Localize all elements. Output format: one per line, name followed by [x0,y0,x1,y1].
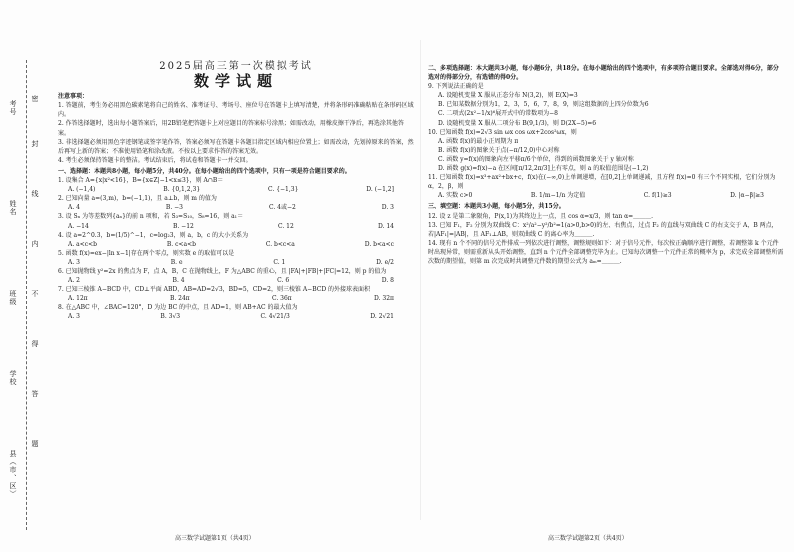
question-7 [58,285,414,303]
field-label-school: 学校 [9,370,17,386]
option: A. 3 [68,313,80,321]
page-footer-right: 高三数学试题第2页（共4页） [548,535,628,542]
question-stem: 2. 已知向量 a=(3,m)，b=(−1,1)，且 a⊥b，则 m 的值为 [58,195,217,203]
field-label-exam-no: 考号 [9,100,17,116]
option: A. 函数 f(x)的最小正周期为 π [438,137,519,145]
option: C. b<c<a [265,240,295,248]
option: B. 函数 f(x)的图象关于点(−π/12,0)中心对称 [438,146,560,154]
option: A. 4 [68,204,80,212]
option: D. 函数 g(x)=f(x)−a 在区间[π/12,2π/3]上有零点，则 a 的取值范围是(−1,2) [438,165,649,173]
left-column [58,0,414,322]
right-column [428,62,784,266]
option: B. {0,1,2,3} [163,186,201,194]
question-stem: 8. 在△ABC 中，∠BAC=120°，D 为边 BC 的中点，且 AD=1，则 AB+AC 的最大值为 [58,304,298,312]
seal-char: 得 [31,340,39,348]
notice-item: 4. 考生必须保持答题卡的整洁。考试结束后，将试卷和答题卡一并交回。 [58,156,252,164]
option: A. 3 [68,258,80,266]
option: D. |α−β|≥3 [730,192,764,200]
question-10 [428,128,784,173]
notice-heading: 注意事项： [58,93,89,101]
question-9 [428,82,784,127]
option: B. 已知某数据分别为1，2，3，5，6，7，8，9，则这组数据的上四分位数为6 [438,101,649,109]
option: C. f(1)≥3 [643,192,672,200]
question-stem: 11. 已知函数 f(x)=x³+ax²+bx+c，f(x)在(−∞,0)上单调递增，在[0,2]上单调递减，且方程 f(x)=0 有三个不同实根，它们分别为 α，2，β，则 [428,174,776,191]
question-6 [58,267,414,285]
question-stem: 6. 已知抛物线 y²=2x 的焦点为 F，点 A，B，C 在抛物线上，F 为△ABC 的重心，且 |FA|+|FB|+|FC|=12，则 p 的值为 [58,267,387,275]
question-stem: 7. 已知三棱锥 A−BCD 中，CD⊥平面 ABD，AB=AD=2√3，BD=5，CD=2，则三棱锥 A−BCD 的外接球表面积 [58,286,371,294]
question-8 [58,303,414,321]
seal-char: 答 [31,390,39,398]
option: D. 14 [377,222,394,230]
option: B. c<a<b [166,240,196,248]
seal-char: 不 [31,290,39,298]
option: A. (−1,4) [68,186,96,194]
option: D. 2√21 [370,313,394,321]
option: B. 3√3 [160,313,181,321]
option: C. 36π [271,295,292,303]
option: A. 12π [68,295,88,303]
field-label-county: 县（市、区） [9,450,17,498]
seal-line [26,60,27,530]
question-stem: 1. 设集合 A={x|x²<16}，B={x∈Z|−1<x≤3}，则 A∩B＝ [58,177,224,185]
option: D. 32π [373,295,394,303]
option: D. (−1,2] [366,186,394,194]
option: B. e [170,258,183,266]
seal-char: 线 [31,190,39,198]
seal-char: 密 [31,95,39,103]
notice-item: 1. 答题前，考生务必用黑色碳素笔将自己的姓名、准考证号、考场号、座位号在答题卡上填写清楚，并将条形码准确粘贴在条形码区域内。 [58,102,414,119]
option: B. 1/m−1/n 为定值 [530,192,586,200]
question-2 [58,194,414,212]
question-1 [58,176,414,194]
question-12: 12. 设 z 是第二象限角，P(x,1)为其终边上一点，且 cos α=x/3，则 tan α=＿＿＿. [428,212,654,220]
option: A. −14 [68,222,89,230]
question-stem: 5. 函数 f(x)=ex−|ln x−1|存在两个零点，则实数 e 的取值可以是 [58,249,235,257]
option: D. 3 [381,204,394,212]
field-label-class: 班级 [9,290,17,306]
seal-char: 内 [31,240,39,248]
question-stem: 9. 下列说法正确的是 [428,83,484,91]
option: C. 4√21/3 [260,313,290,321]
option: B. −3 [165,204,183,212]
section-three-heading: 三、填空题：本题共3小题，每小题5分，共15分。 [428,203,565,211]
binding-margin [0,0,40,552]
section-two-heading: 二、多项选择题：本大题共3小题，每小题6分，共18分。在每小题给出的四个选项中，有多项符合题目要求。全部选对得6分，部分选对的得部分分，有选错的得0分。 [428,65,779,82]
option: D. e/2 [376,258,394,266]
option: C. 函数 y=f(x)的图象向左平移π/6个单位，得到的函数图象关于 y 轴对称 [438,155,634,163]
option: A. a<c<b [68,240,97,248]
option: D. 设随机变量 X 服从二项分布 B(9,1/3)，则 D(2X−5)=6 [438,119,597,127]
question-stem: 4. 设 a=2^0.3，b=(1/5)^−1，c=log₂3，则 a，b，c 的大小关系为 [58,231,249,239]
field-label-name: 姓名 [9,200,17,216]
question-5 [58,249,414,267]
question-4 [58,231,414,249]
option: D. 8 [381,277,394,285]
question-14: 14. 现有 n 个不同的信号元件排成一列依次进行调整，调整规则如下：对于信号元件，每次按正确顺序进行调整，若调整第 k 个元件时出现异常，则需重新从头开始调整，直到 n 个元件全部调整完毕为止。已知每次调整一个元件正常的概率为 p，求完成全部调整所需次数的期望值，则第 m 次完成时共调整元件数的期望公式为 aₘ=＿＿＿. [428,239,784,265]
option: A. 实数 c>0 [438,192,473,200]
page-footer-left: 高三数学试题第1页（共4页） [175,535,255,542]
notice-item: 3. 非选择题必须用黑色字迹钢笔或签字笔作答，答案必须写在答题卡各题目指定区域内相应位置上；如需改动，先划掉原来的答案，然后再写上新的答案；不准使用铅笔和涂改液。不按以上要求作答的答案无效。 [58,138,414,155]
option: C. 6 [277,277,290,285]
section-one-heading: 一、选择题：本题共8小题，每小题5分，共40分。在每小题给出的四个选项中，只有一项是符合题目要求的。 [58,167,351,175]
option: C. {−1,3} [268,186,299,194]
exam-title: 2025届高三第一次模拟考试 [159,61,313,72]
option: D. b<a<c [364,240,394,248]
option: A. 设随机变量 X 服从正态分布 N(3,2)，则 E(X)=3 [438,92,578,100]
question-13: 13. 已知 F₁，F₂ 分别为双曲线 C：x²/a²−y²/b²=1(a>0,b>0)的左、右焦点，过点 F₂ 的直线与双曲线 C 的右支交于 A，B 两点，若|AF₁|=|AB|，且 AF₁⊥AB，则双曲线 C 的离心率为＿＿＿. [428,221,778,238]
notice-item: 2. 作答选择题时，选出每小题答案后，用2B铅笔把答题卡上对应题目的答案标号涂黑；如需改动，用橡皮擦干净后，再选涂其他答案。 [58,120,404,137]
seal-char: 封 [31,140,39,148]
question-stem: 3. 设 Sₙ 为等差数列{aₙ}的前 n 项和，若 S₃=S₁₀，S₈=16，则 a₁＝ [58,213,244,221]
option: B. 24π [169,295,190,303]
option: C. 二项式(2x²−1/x)⁶展开式中的常数项为−8 [438,110,558,118]
seal-char: 题 [31,440,39,448]
question-3 [58,212,414,230]
option: C. 4或−2 [268,204,296,212]
option: C. 1 [273,258,286,266]
question-stem: 10. 已知函数 f(x)=2√3 sin ωx cos ωx+2cos²ωx，则 [428,128,577,136]
option: C. 12 [277,222,294,230]
subject-title: 数学试题 [193,72,278,91]
option: A. 2 [68,277,80,285]
column-divider [420,40,421,520]
option: B. 4 [172,277,185,285]
option: B. −12 [172,222,194,230]
question-11 [428,173,784,200]
